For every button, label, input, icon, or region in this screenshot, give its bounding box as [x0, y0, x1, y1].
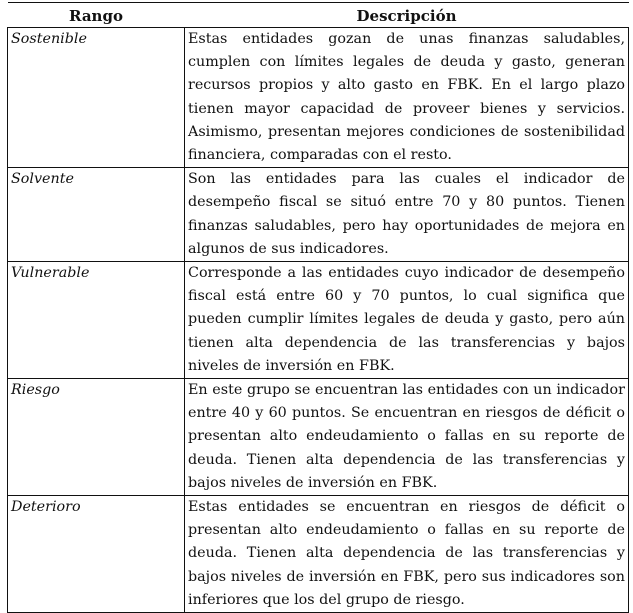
header-description: Descripción [185, 3, 629, 28]
description-cell: Estas entidades se encuentran en riesgos de déficit o presentan alto endeudamiento o fallas en su reporte de deuda. Tienen alta dependencia de las transferencias y bajos niveles de inversión en FBK, pero sus indicadores son inferiores que los del grupo de riesgo. [185, 496, 629, 613]
description-cell: Son las entidades para las cuales el indicador de desempeño fiscal se situó entre 70 y 80 puntos. Tienen finanzas saludables, pero hay oportunidades de mejora en algunos de sus indicadores. [185, 168, 629, 262]
header-row [8, 3, 629, 28]
description-cell: Corresponde a las entidades cuyo indicador de desempeño fiscal está entre 60 y 70 puntos, lo cual significa que pueden cumplir límites legales de deuda y gasto, pero aún tienen alta dependencia de las transferencias y bajos niveles de inversión en FBK. [185, 262, 629, 379]
header-range: Rango [8, 3, 185, 28]
range-cell: Solvente [8, 168, 185, 262]
document-table-container [7, 2, 628, 613]
table-row [8, 496, 629, 613]
table-row [8, 168, 629, 262]
fiscal-ranges-table [7, 2, 629, 613]
description-cell: Estas entidades gozan de unas finanzas saludables, cumplen con límites legales de deuda y gasto, generan recursos propios y alto gasto en FBK. En el largo plazo tienen mayor capacidad de proveer bienes y servicios. Asimismo, presentan mejores condiciones de sostenibilidad financiera, comparadas con el resto. [185, 28, 629, 168]
range-cell: Vulnerable [8, 262, 185, 379]
description-cell: En este grupo se encuentran las entidades con un indicador entre 40 y 60 puntos. Se encuentran en riesgos de déficit o presentan alto endeudamiento o fallas en su reporte de deuda. Tienen alta dependencia de las transferencias y bajos niveles de inversión en FBK. [185, 379, 629, 496]
range-cell: Deterioro [8, 496, 185, 613]
table-row [8, 262, 629, 379]
table-row [8, 379, 629, 496]
range-cell: Riesgo [8, 379, 185, 496]
table-body [8, 28, 629, 613]
range-cell: Sostenible [8, 28, 185, 168]
table-header [8, 3, 629, 28]
table-row [8, 28, 629, 168]
